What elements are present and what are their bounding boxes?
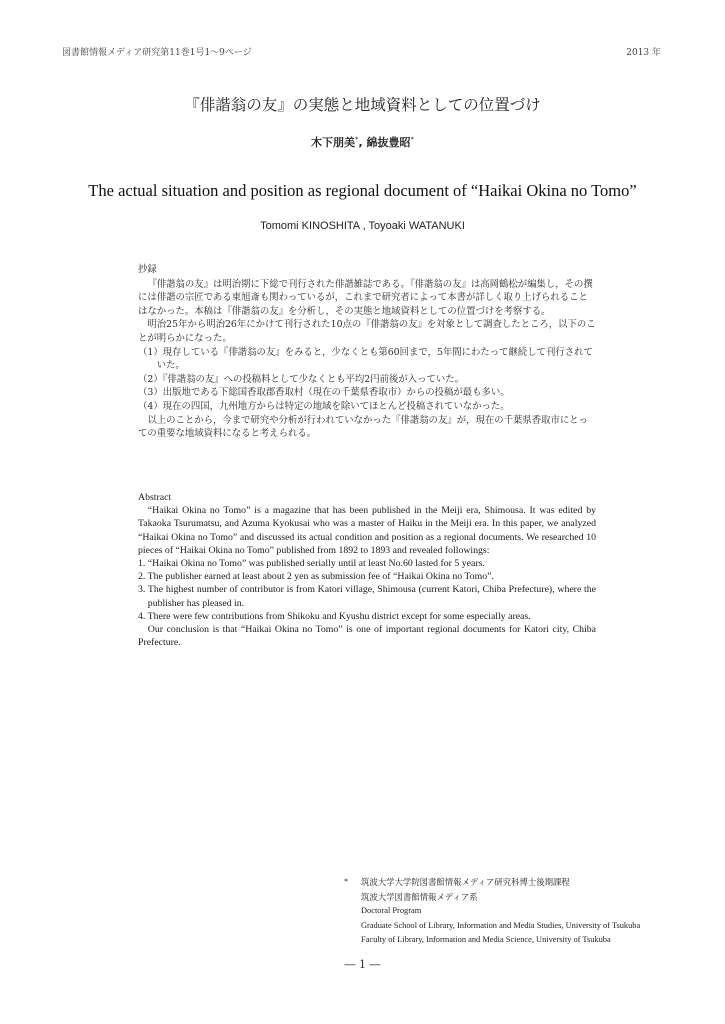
abstract-jp-finding: （4）現在の四国，九州地方からは特定の地域を除いてほとんど投稿されていなかった。 [138, 400, 510, 412]
abstract-jp-conclusion: 以上のことから，今まで研究や分析が行われていなかった『俳諧翁の友』が，現在の千葉県香取市にとっての重要な地域資料になると考えられる。 [138, 414, 588, 440]
abstract-english [138, 491, 596, 649]
abstract-jp-paragraph: 『俳諧翁の友』は明治期に下総で刊行された俳諧雑誌である。『俳諧翁の友』は高岡鶴松が編集し，その撰には俳諧の宗匠である東旭斎も関わっているが，これまで研究者によって本書が詳しく取り上げられることはなかった。本稿は『俳諧翁の友』を分析し，その実態と地域資料としての位置づけを考察する。 [138, 278, 593, 317]
abstract-en-finding: 3. The highest number of contributor is from Katori village, Shimousa (current Katori, Chiba Prefecture), where the publisher has pleased in. [138, 584, 596, 609]
abstract-en-paragraph: “Haikai Okina no Tomo” is a magazine that has been published in the Meiji era, Shimousa. It was edited by Takaoka Tsurumatsu, and Azuma Kyokusai who was a master of Haiku in the Meiji era. In this paper, we analyzed “Haikai Okina no Tomo” and discussed its actual condition and position as a regional documents. We researched 10 pieces of “Haikai Okina no Tomo” published from 1892 to 1893 and revealed followings: [138, 505, 596, 556]
publication-year: 2013 年 [626, 48, 661, 58]
authors-english: Tomomi KINOSHITA , Toyoaki WATANUKI [260, 220, 465, 232]
affiliation-mark: * [354, 135, 359, 144]
title-english: The actual situation and position as regional document of “Haikai Okina no Tomo” [88, 181, 637, 200]
author-watanuki-jp: 綿抜豊昭 [366, 136, 411, 149]
authors-japanese [0, 134, 725, 150]
abstract-japanese [138, 263, 596, 441]
abstract-jp-finding: （1）現存している『俳諧翁の友』をみると，少なくとも第60回まで，5年間にわたって継続して刊行されていた。 [138, 346, 593, 372]
abstract-jp-paragraph: 明治25年から明治26年にかけて刊行された10点の『俳諧翁の友』を対象として調査したところ，以下のことが明らかになった。 [138, 319, 596, 344]
affiliation-line: 筑波大学大学院図書館情報メディア研究科博士後期課程 [361, 877, 570, 887]
abstract-jp-finding: （3）出版地である下総国香取郡香取村（現在の千葉県香取市）からの投稿が最も多い。 [138, 387, 510, 399]
page-number: ― 1 ― [344, 958, 381, 971]
affiliation-line: 筑波大学図書館情報メディア系 [361, 891, 478, 902]
abstract-en-finding: 4. There were few contributions from Shikoku and Kyushu district except for some especially areas. [138, 610, 531, 622]
affiliation-line: Doctoral Program [361, 906, 422, 916]
running-head: 図書館情報メディア研究第11巻1号1〜9ページ [62, 48, 252, 58]
affiliation-line: Graduate School of Library, Information and Media Studies, University of Tsukuba [361, 920, 641, 930]
abstract-en-conclusion: Our conclusion is that “Haikai Okina no Tomo” is one of important regional documents for Katori city, Chiba Prefecture. [138, 624, 596, 649]
title-japanese: 『俳諧翁の友』の実態と地域資料としての位置づけ [184, 96, 541, 114]
abstract-en-finding: 2. The publisher earned at least about 2 yen as submission fee of “Haikai Okina no Tomo”. [138, 571, 494, 583]
affiliation-footnote-mark: * [344, 877, 349, 886]
author-separator: , [358, 136, 367, 149]
affiliation-line: Faculty of Library, Information and Media Science, University of Tsukuba [361, 935, 611, 945]
affiliation-mark: * [410, 135, 414, 144]
abstract-en-finding: 1. “Haikai Okina no Tomo” was published serially until at least No.60 lasted for 5 years. [138, 558, 485, 570]
abstract-jp-finding: （2）『俳諧翁の友』への投稿料として少なくとも平均2円前後が入っていた。 [138, 373, 464, 385]
author-affiliation [344, 875, 684, 948]
abstract-en-label: Abstract [138, 492, 172, 503]
author-kinoshita-jp: 木下朋美 [310, 136, 355, 149]
abstract-jp-label: 抄録 [138, 264, 157, 275]
